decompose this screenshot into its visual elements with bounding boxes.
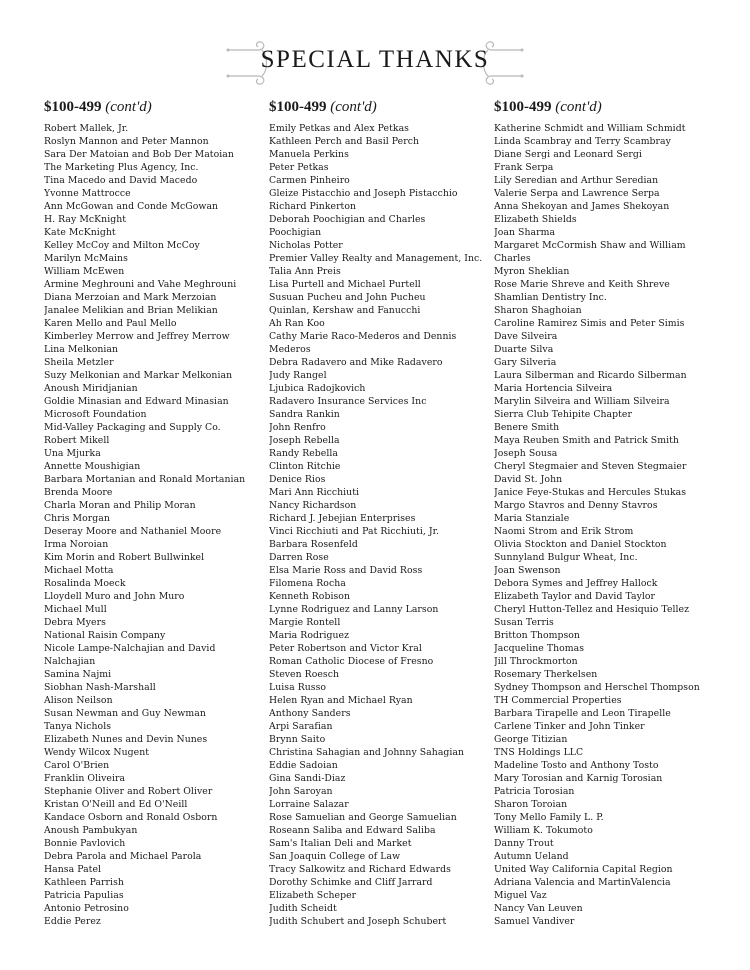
donor-name: Margie Rontell [269, 617, 341, 628]
donor-name: Deborah Poochigian and Charles [269, 214, 426, 225]
donor-name: Debora Symes and Jeffrey Hallock [494, 578, 658, 589]
donor-name: Elizabeth Shields [494, 214, 577, 225]
column-heading [44, 98, 276, 120]
donor-name: Elizabeth Scheper [269, 890, 357, 901]
donor-name: Debra Myers [44, 617, 106, 628]
donor-name: Barbara Tirapelle and Leon Tirapelle [494, 708, 671, 719]
donor-name: Franklin Oliveira [44, 773, 126, 784]
donor-name: Mederos [269, 344, 311, 355]
donor-name: Margo Stavros and Denny Stavros [494, 500, 658, 511]
donor-name: National Raisin Company [44, 630, 166, 641]
donor-name: Sandra Rankin [269, 409, 340, 420]
donor-name: San Joaquin College of Law [269, 851, 401, 862]
donor-name: Kate McKnight [44, 227, 116, 238]
donor-name: Kathleen Perch and Basil Perch [269, 136, 420, 147]
donor-name: Vinci Ricchiuti and Pat Ricchiuti, Jr. [269, 526, 440, 537]
donor-name: Sara Der Matoian and Bob Der Matoian [44, 149, 234, 160]
donor-name: Filomena Rocha [269, 578, 346, 589]
donor-name: Peter Robertson and Victor Kral [269, 643, 422, 654]
donor-name: Mid-Valley Packaging and Supply Co. [44, 422, 221, 433]
donor-name: Goldie Minasian and Edward Minasian [44, 396, 229, 407]
donor-name: Charla Moran and Philip Moran [44, 500, 196, 511]
donor-name: Lorraine Salazar [269, 799, 349, 810]
heading-amount: $100-499 [44, 99, 102, 115]
donor-name: Brenda Moore [44, 487, 113, 498]
donor-name: Denice Rios [269, 474, 326, 485]
donor-name: Microsoft Foundation [44, 409, 147, 420]
donor-name: Joan Sharma [494, 227, 556, 238]
donor-name: Duarte Silva [494, 344, 554, 355]
heading-amount: $100-499 [269, 99, 327, 115]
donor-name: Rose Samuelian and George Samuelian [269, 812, 457, 823]
donor-name: Kenneth Robison [269, 591, 350, 602]
donor-name: Premier Valley Realty and Management, Inc. [269, 253, 483, 264]
donor-name: Anna Shekoyan and James Shekoyan [494, 201, 670, 212]
donor-name: Emily Petkas and Alex Petkas [269, 123, 409, 134]
donor-name: Maya Reuben Smith and Patrick Smith [494, 435, 679, 446]
donor-name: John Renfro [269, 422, 326, 433]
donor-name: William McEwen [44, 266, 125, 277]
donor-name: Maria Hortencia Silveira [494, 383, 613, 394]
donor-name: Kelley McCoy and Milton McCoy [44, 240, 200, 251]
donor-name: Chris Morgan [44, 513, 110, 524]
donor-name: Deseray Moore and Nathaniel Moore [44, 526, 222, 537]
donor-name: Elizabeth Taylor and David Taylor [494, 591, 656, 602]
donor-name: Hansa Patel [44, 864, 102, 875]
donor-name: Gleize Pistacchio and Joseph Pistacchio [269, 188, 458, 199]
donor-name: United Way California Capital Region [494, 864, 673, 875]
donor-name: Sharon Shaghoian [494, 305, 582, 316]
heading-suffix: (cont'd) [105, 99, 152, 115]
donor-name: Debra Radavero and Mike Radavero [269, 357, 443, 368]
donor-name: Madeline Tosto and Anthony Tosto [494, 760, 659, 771]
donor-name: Roseann Saliba and Edward Saliba [269, 825, 436, 836]
donor-name: Naomi Strom and Erik Strom [494, 526, 634, 537]
donor-name: Kathleen Parrish [44, 877, 124, 888]
donor-name: Judith Schubert and Joseph Schubert [269, 916, 447, 927]
heading-suffix: (cont'd) [555, 99, 602, 115]
donor-name: Valerie Serpa and Lawrence Serpa [494, 188, 660, 199]
column-heading [269, 98, 501, 120]
donor-name: Joseph Sousa [494, 448, 558, 459]
donor-name: H. Ray McKnight [44, 214, 127, 225]
donor-name: Alison Neilson [44, 695, 113, 706]
donor-name: Michael Motta [44, 565, 114, 576]
donor-name: Luisa Russo [269, 682, 327, 693]
donor-name: Joseph Rebella [269, 435, 340, 446]
donor-name: Helen Ryan and Michael Ryan [269, 695, 413, 706]
donor-name: Sam's Italian Deli and Market [269, 838, 412, 849]
donor-name: Judy Rangel [269, 370, 327, 381]
donor-name: Manuela Perkins [269, 149, 349, 160]
donor-name: Marylin Silveira and William Silveira [494, 396, 670, 407]
page-title: SPECIAL THANKS [260, 46, 490, 73]
donor-name: Mary Torosian and Karnig Torosian [494, 773, 663, 784]
donor-name: Eddie Sadoian [269, 760, 338, 771]
donor-name: Anoush Pambukyan [44, 825, 138, 836]
donor-name: Judith Scheidt [269, 903, 337, 914]
column-heading [494, 98, 726, 120]
donor-name: Christina Sahagian and Johnny Sahagian [269, 747, 465, 758]
donor-list [44, 122, 276, 928]
donor-name: Wendy Wilcox Nugent [44, 747, 150, 758]
donor-name: Clinton Ritchie [269, 461, 341, 472]
donor-name: Sierra Club Tehipite Chapter [494, 409, 632, 420]
donor-name: TNS Holdings LLC [494, 747, 584, 758]
donor-name: Darren Rose [269, 552, 329, 563]
donor-name: Gina Sandi-Diaz [269, 773, 346, 784]
donor-name: Kandace Osborn and Ronald Osborn [44, 812, 218, 823]
donor-name: Steven Roesch [269, 669, 340, 680]
donor-name: Lloydell Muro and John Muro [44, 591, 185, 602]
donor-name: Richard J. Jebejian Enterprises [269, 513, 416, 524]
donor-name: Adriana Valencia and MartinValencia [494, 877, 671, 888]
donor-name: Lina Melkonian [44, 344, 119, 355]
donor-name: John Saroyan [269, 786, 333, 797]
donor-name: The Marketing Plus Agency, Inc. [44, 162, 199, 173]
donor-name: Robert Mikell [44, 435, 110, 446]
donor-name: Robert Mallek, Jr. [44, 123, 129, 134]
donor-name: Carlene Tinker and John Tinker [494, 721, 645, 732]
donor-name: Margaret McCormish Shaw and William [494, 240, 686, 251]
donor-name: Kimberley Merrow and Jeffrey Merrow [44, 331, 230, 342]
donor-name: Armine Meghrouni and Vahe Meghrouni [44, 279, 237, 290]
donor-name: Jacqueline Thomas [494, 643, 585, 654]
donor-name: Stephanie Oliver and Robert Oliver [44, 786, 213, 797]
donor-name: Myron Sheklian [494, 266, 570, 277]
donor-name: Elizabeth Nunes and Devin Nunes [44, 734, 208, 745]
donor-name: Sydney Thompson and Herschel Thompson [494, 682, 700, 693]
donor-name: Linda Scambray and Terry Scambray [494, 136, 671, 147]
donor-name: Cheryl Hutton-Tellez and Hesiquio Tellez [494, 604, 690, 615]
donor-name: Roslyn Mannon and Peter Mannon [44, 136, 209, 147]
donor-name: Arpi Sarafian [269, 721, 333, 732]
donor-name: Brynn Saito [269, 734, 326, 745]
donor-name: Sharon Toroian [494, 799, 568, 810]
donor-name: Elsa Marie Ross and David Ross [269, 565, 423, 576]
donor-name: Michael Mull [44, 604, 107, 615]
donor-name: Carol O'Brien [44, 760, 110, 771]
donor-name: Danny Trout [494, 838, 554, 849]
donor-name: Karen Mello and Paul Mello [44, 318, 177, 329]
donor-name: Susuan Pucheu and John Pucheu [269, 292, 426, 303]
donor-name: Quinlan, Kershaw and Fanucchi [269, 305, 421, 316]
donor-name: Gary Silveria [494, 357, 557, 368]
donor-name: Maria Rodriguez [269, 630, 350, 641]
donor-name: Tina Macedo and David Macedo [44, 175, 198, 186]
donor-name: Randy Rebella [269, 448, 338, 459]
donor-name: Autumn Ueland [494, 851, 569, 862]
donor-name: Sunnyland Bulgur Wheat, Inc. [494, 552, 638, 563]
donor-name: Dave Silveira [494, 331, 558, 342]
donor-name: Nancy Van Leuven [494, 903, 583, 914]
donor-name: Ljubica Radojkovich [269, 383, 366, 394]
donor-name: Roman Catholic Diocese of Fresno [269, 656, 434, 667]
donor-name: Susan Newman and Guy Newman [44, 708, 206, 719]
donor-column-2 [269, 98, 501, 928]
donor-name: Irma Noroian [44, 539, 109, 550]
donor-name: Nicholas Potter [269, 240, 343, 251]
donor-column-3 [494, 98, 726, 928]
donor-name: Janice Feye-Stukas and Hercules Stukas [494, 487, 687, 498]
donor-name: Poochigian [269, 227, 322, 238]
donor-column-1 [44, 98, 276, 928]
donor-name: Richard Pinkerton [269, 201, 357, 212]
donor-name: Shamlian Dentistry Inc. [494, 292, 607, 303]
donor-name: Laura Silberman and Ricardo Silberman [494, 370, 687, 381]
donor-name: Frank Serpa [494, 162, 554, 173]
donor-name: Patricia Torosian [494, 786, 575, 797]
donor-name: Rosalinda Moeck [44, 578, 126, 589]
donor-name: Barbara Mortanian and Ronald Mortanian [44, 474, 246, 485]
donor-name: George Titizian [494, 734, 568, 745]
donor-name: Tony Mello Family L. P. [494, 812, 604, 823]
donor-name: TH Commercial Properties [494, 695, 622, 706]
donor-name: Annette Moushigian [44, 461, 141, 472]
donor-name: Maria Stanziale [494, 513, 570, 524]
donor-name: William K. Tokumoto [494, 825, 593, 836]
donor-name: Kim Morin and Robert Bullwinkel [44, 552, 205, 563]
donor-list [269, 122, 501, 928]
donor-name: Janalee Melikian and Brian Melikian [44, 305, 218, 316]
donor-name: Miguel Vaz [494, 890, 547, 901]
donor-name: Tracy Salkowitz and Richard Edwards [269, 864, 451, 875]
donor-name: Tanya Nichols [44, 721, 112, 732]
donor-name: Barbara Rosenfeld [269, 539, 358, 550]
donor-name: Cathy Marie Raco-Mederos and Dennis [269, 331, 457, 342]
donor-name: Nicole Lampe-Nalchajian and David [44, 643, 216, 654]
donor-name: Carmen Pinheiro [269, 175, 350, 186]
donor-name: Dorothy Schimke and Cliff Jarrard [269, 877, 433, 888]
donor-name: Kristan O'Neill and Ed O'Neill [44, 799, 188, 810]
heading-amount: $100-499 [494, 99, 552, 115]
donor-name: Samina Najmi [44, 669, 112, 680]
donor-name: Diane Sergi and Leonard Sergi [494, 149, 642, 160]
donor-name: Debra Parola and Michael Parola [44, 851, 202, 862]
donor-name: Ah Ran Koo [269, 318, 325, 329]
donor-name: Marilyn McMains [44, 253, 128, 264]
donor-name: Samuel Vandiver [494, 916, 575, 927]
donor-name: Britton Thompson [494, 630, 580, 641]
donor-name: Nalchajian [44, 656, 96, 667]
donor-name: Cheryl Stegmaier and Steven Stegmaier [494, 461, 687, 472]
donor-name: Katherine Schmidt and William Schmidt [494, 123, 686, 134]
donor-name: Joan Swenson [494, 565, 561, 576]
donor-name: Caroline Ramirez Simis and Peter Simis [494, 318, 685, 329]
donor-name: Sheila Metzler [44, 357, 114, 368]
donor-name: David St. John [494, 474, 563, 485]
donor-name: Radavero Insurance Services Inc [269, 396, 427, 407]
donor-name: Lynne Rodriguez and Lanny Larson [269, 604, 439, 615]
donor-name: Una Mjurka [44, 448, 101, 459]
donor-name: Olivia Stockton and Daniel Stockton [494, 539, 667, 550]
donor-name: Peter Petkas [269, 162, 329, 173]
donor-name: Benere Smith [494, 422, 560, 433]
donor-name: Patricia Papulias [44, 890, 124, 901]
donor-name: Jill Throckmorton [494, 656, 578, 667]
donor-name: Susan Terris [494, 617, 554, 628]
donor-name: Talia Ann Preis [269, 266, 341, 277]
donor-name: Rose Marie Shreve and Keith Shreve [494, 279, 670, 290]
heading-suffix: (cont'd) [330, 99, 377, 115]
donor-name: Siobhan Nash-Marshall [44, 682, 156, 693]
donor-name: Charles [494, 253, 531, 264]
donor-name: Mari Ann Ricchiuti [269, 487, 360, 498]
donor-name: Bonnie Pavlovich [44, 838, 126, 849]
donor-name: Anthony Sanders [269, 708, 351, 719]
donor-name: Anoush Miridjanian [44, 383, 138, 394]
donor-name: Ann McGowan and Conde McGowan [44, 201, 219, 212]
donor-name: Antonio Petrosino [44, 903, 129, 914]
donor-list [494, 122, 726, 928]
donor-name: Suzy Melkonian and Markar Melkonian [44, 370, 233, 381]
donor-name: Lily Seredian and Arthur Seredian [494, 175, 659, 186]
donor-name: Eddie Perez [44, 916, 101, 927]
donor-name: Lisa Purtell and Michael Purtell [269, 279, 421, 290]
donor-name: Yvonne Mattrocce [44, 188, 131, 199]
donor-name: Rosemary Therkelsen [494, 669, 598, 680]
donor-name: Nancy Richardson [269, 500, 357, 511]
donor-name: Diana Merzoian and Mark Merzoian [44, 292, 217, 303]
